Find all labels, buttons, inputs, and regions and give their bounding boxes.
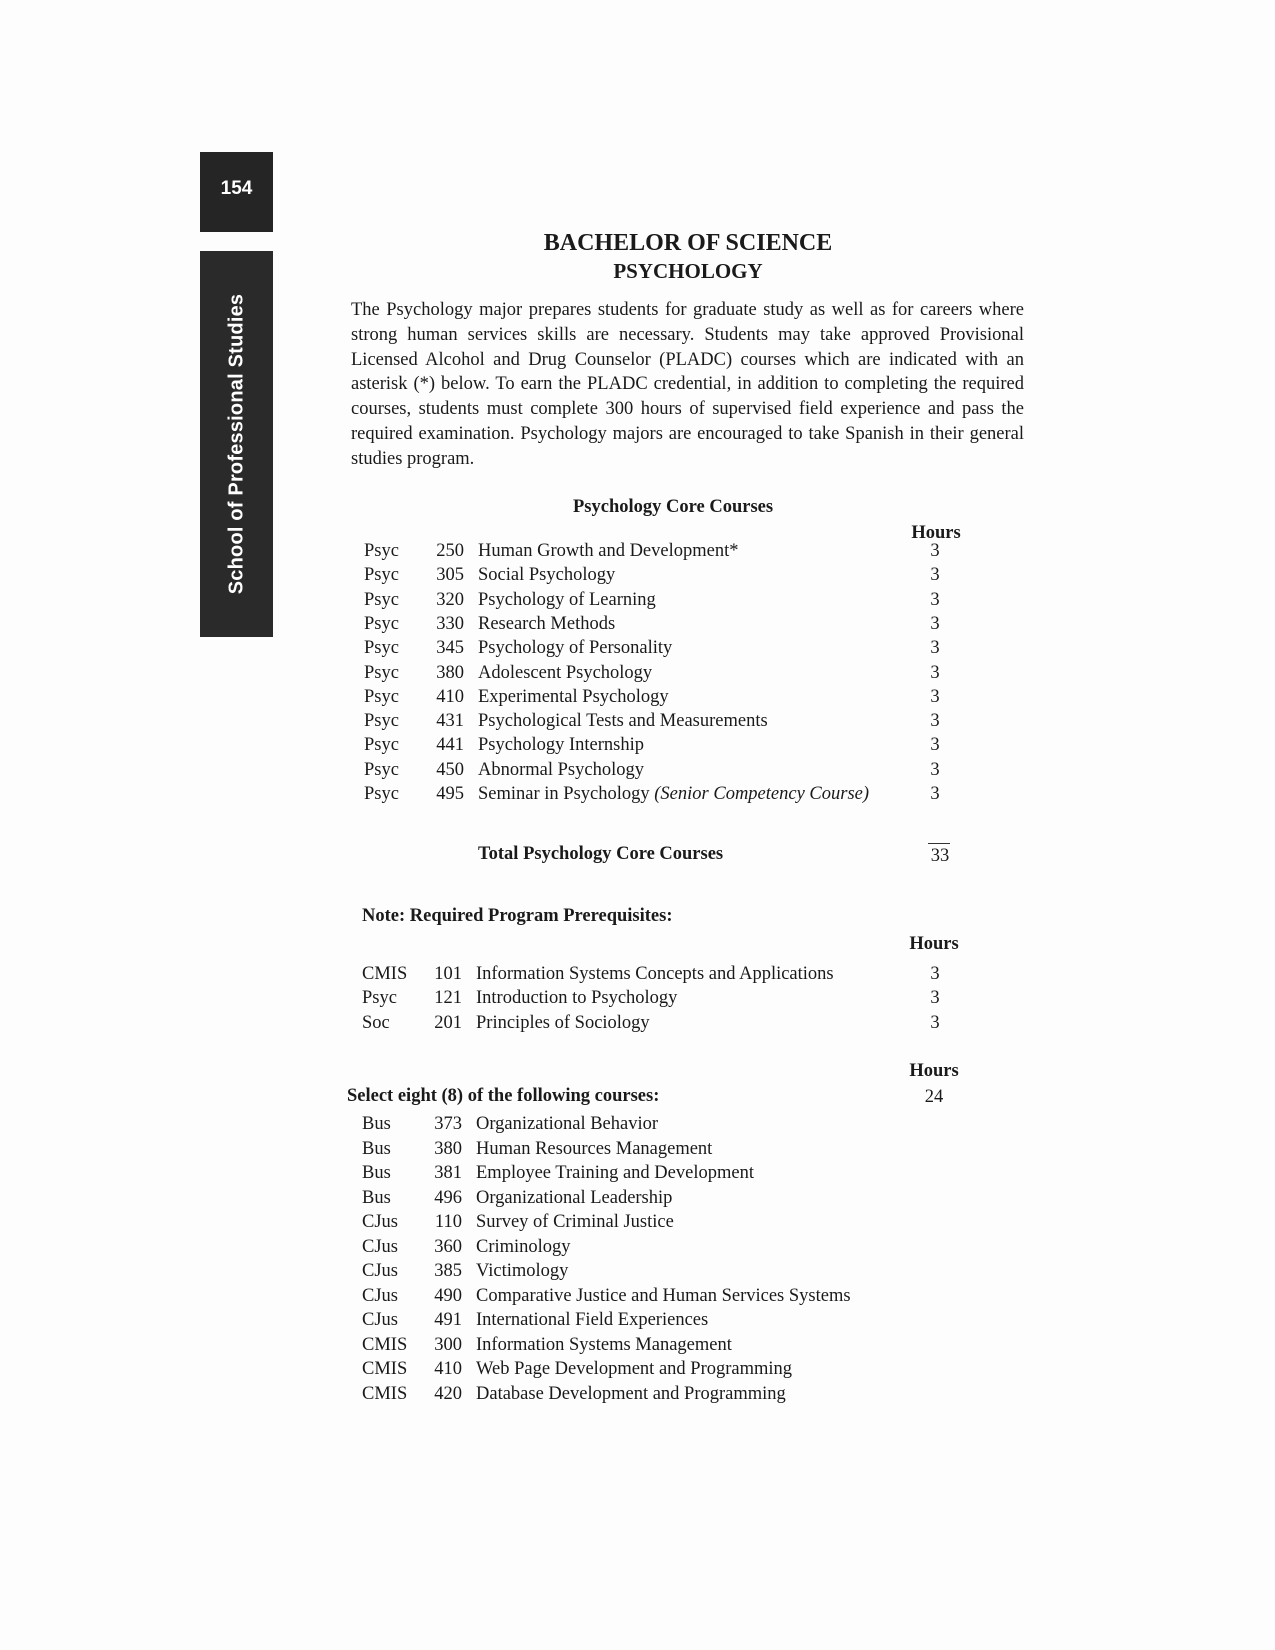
course-hours: 3 [930, 662, 940, 683]
course-number: 381 [434, 1163, 462, 1183]
page-number: 154 [200, 152, 273, 232]
course-number: 345 [436, 638, 464, 659]
course-title: Employee Training and Development [476, 1163, 754, 1183]
course-row [364, 687, 1004, 711]
course-row [362, 1384, 1002, 1408]
core-total-label: Total Psychology Core Courses [478, 844, 724, 864]
course-dept: Psyc [364, 759, 399, 780]
course-title: International Field Experiences [476, 1310, 709, 1330]
course-dept: Bus [362, 1138, 391, 1159]
electives-hours: 24 [924, 1087, 944, 1107]
course-hours: 3 [930, 988, 940, 1009]
course-dept: Psyc [364, 686, 399, 707]
course-note: (Senior Competency Course) [654, 784, 870, 804]
course-number: 101 [434, 964, 462, 984]
course-number: 380 [436, 662, 464, 683]
course-hours: 3 [930, 759, 940, 780]
course-title: Criminology [476, 1236, 571, 1257]
core-hours-header: Hours [911, 523, 961, 543]
course-dept: CMIS [362, 964, 408, 984]
course-row [364, 711, 1004, 735]
course-number: 320 [436, 589, 464, 610]
course-row [364, 541, 1004, 565]
course-number: 490 [434, 1285, 462, 1306]
course-row [362, 964, 1002, 988]
course-dept: Soc [362, 1012, 390, 1033]
course-dept: Psyc [364, 784, 399, 804]
course-row [364, 590, 1004, 614]
course-dept: Psyc [362, 988, 397, 1009]
course-row [362, 1286, 1002, 1310]
course-dept: CJus [362, 1310, 398, 1330]
course-title: Survey of Criminal Justice [476, 1212, 674, 1232]
course-title: Social Psychology [478, 565, 616, 586]
course-hours: 3 [930, 565, 940, 586]
course-number: 373 [434, 1114, 462, 1134]
course-dept: Psyc [364, 711, 399, 732]
course-title: Psychology Internship [478, 735, 644, 756]
course-title: Introduction to Psychology [476, 988, 678, 1009]
course-dept: CMIS [362, 1334, 408, 1355]
course-dept: Psyc [364, 735, 399, 756]
course-number: 385 [434, 1261, 462, 1281]
course-dept: CJus [362, 1285, 398, 1306]
course-hours: 3 [930, 735, 940, 756]
course-title: Information Systems Management [476, 1334, 732, 1355]
course-hours: 3 [930, 964, 940, 984]
course-title: Principles of Sociology [476, 1012, 650, 1033]
course-dept: Bus [362, 1187, 391, 1208]
course-dept: Psyc [364, 638, 399, 659]
course-dept: CJus [362, 1212, 398, 1232]
course-hours: 3 [930, 613, 940, 634]
course-number: 491 [434, 1310, 462, 1330]
course-hours: 3 [930, 711, 940, 732]
course-number: 410 [434, 1359, 462, 1379]
course-title: Research Methods [478, 613, 616, 634]
course-title: Human Resources Management [476, 1138, 713, 1159]
course-number: 496 [434, 1187, 462, 1208]
course-title: Adolescent Psychology [478, 662, 653, 683]
course-number: 495 [436, 784, 464, 804]
electives-heading: Select eight (8) of the following courses: [347, 1086, 660, 1106]
course-row [362, 1163, 1002, 1187]
course-title: Web Page Development and Programming [476, 1359, 793, 1379]
course-number: 250 [436, 541, 464, 561]
course-number: 450 [436, 759, 464, 780]
course-title: Human Growth and Development* [478, 541, 739, 561]
course-dept: Psyc [364, 541, 399, 561]
course-number: 380 [434, 1138, 462, 1159]
course-row [362, 988, 1002, 1012]
page-title: BACHELOR OF SCIENCE [543, 230, 833, 256]
course-number: 441 [436, 735, 464, 756]
intro-paragraph: The Psychology major prepares students for graduate study as well as for careers where strong human services skills are necessary. Students may take approved Provisional Licensed Alcohol and Drug Counselor (PLADC) courses which are indicated with an asterisk (*) below. To earn the PLADC credential, in addition to completing the required courses, students must complete 300 hours of supervised field experience and pass the required examination. Psychology majors are encouraged to take Spanish in their general studies program. [351, 300, 1024, 469]
course-row [362, 1261, 1002, 1285]
course-row [362, 1188, 1002, 1212]
course-dept: CMIS [362, 1359, 408, 1379]
side-tab [200, 251, 273, 637]
course-row [362, 1212, 1002, 1236]
course-title: Seminar in Psychology [478, 784, 650, 804]
course-row [364, 735, 1004, 759]
course-row [362, 1335, 1002, 1359]
course-row [362, 1359, 1002, 1383]
side-tab-label: School of Professional Studies [225, 293, 247, 595]
course-hours: 3 [930, 686, 940, 707]
course-title: Database Development and Programming [476, 1383, 786, 1404]
course-title: Abnormal Psychology [478, 759, 644, 780]
prereq-heading: Note: Required Program Prerequisites: [362, 906, 673, 926]
course-hours: 3 [930, 541, 940, 561]
electives-hours-header: Hours [909, 1061, 959, 1081]
course-title: Psychology of Learning [478, 589, 656, 610]
course-dept: CJus [362, 1236, 398, 1257]
course-number: 121 [434, 988, 462, 1009]
course-dept: Bus [362, 1163, 391, 1183]
core-heading: Psychology Core Courses [573, 497, 774, 517]
course-title: Organizational Leadership [476, 1187, 673, 1208]
course-dept: Psyc [364, 613, 399, 634]
course-title: Victimology [476, 1261, 569, 1281]
course-row [362, 1114, 1002, 1138]
course-row [362, 1139, 1002, 1163]
total-rule [928, 843, 950, 844]
course-dept: Psyc [364, 565, 399, 586]
course-title: Information Systems Concepts and Applications [476, 964, 834, 984]
course-dept: Psyc [364, 662, 399, 683]
course-title: Organizational Behavior [476, 1114, 659, 1134]
course-number: 110 [434, 1212, 462, 1232]
course-dept: Psyc [364, 589, 399, 610]
page-subtitle: PSYCHOLOGY [613, 259, 763, 283]
course-title: Comparative Justice and Human Services Systems [476, 1285, 851, 1306]
course-row [364, 565, 1004, 589]
course-dept: CJus [362, 1261, 398, 1281]
course-row [362, 1310, 1002, 1334]
course-number: 420 [434, 1383, 462, 1404]
course-number: 201 [434, 1012, 462, 1033]
course-number: 360 [434, 1236, 462, 1257]
course-title: Experimental Psychology [478, 686, 669, 707]
core-total-hours: 33 [930, 846, 950, 866]
course-title-group [478, 784, 869, 805]
course-number: 305 [436, 565, 464, 586]
course-dept: Bus [362, 1114, 391, 1134]
prereq-hours-header: Hours [909, 934, 959, 954]
course-row [364, 784, 1004, 808]
course-row [364, 760, 1004, 784]
course-row [362, 1237, 1002, 1261]
course-number: 300 [434, 1334, 462, 1355]
course-hours: 3 [930, 589, 940, 610]
course-hours: 3 [930, 638, 940, 659]
course-dept: CMIS [362, 1383, 408, 1404]
course-row [364, 638, 1004, 662]
course-title: Psychology of Personality [478, 638, 673, 659]
course-row [364, 663, 1004, 687]
course-hours: 3 [930, 784, 940, 804]
course-number: 431 [436, 711, 464, 732]
course-row [364, 614, 1004, 638]
course-hours: 3 [930, 1012, 940, 1033]
course-number: 330 [436, 613, 464, 634]
course-row [362, 1013, 1002, 1037]
course-title: Psychological Tests and Measurements [478, 711, 768, 732]
course-number: 410 [436, 686, 464, 707]
